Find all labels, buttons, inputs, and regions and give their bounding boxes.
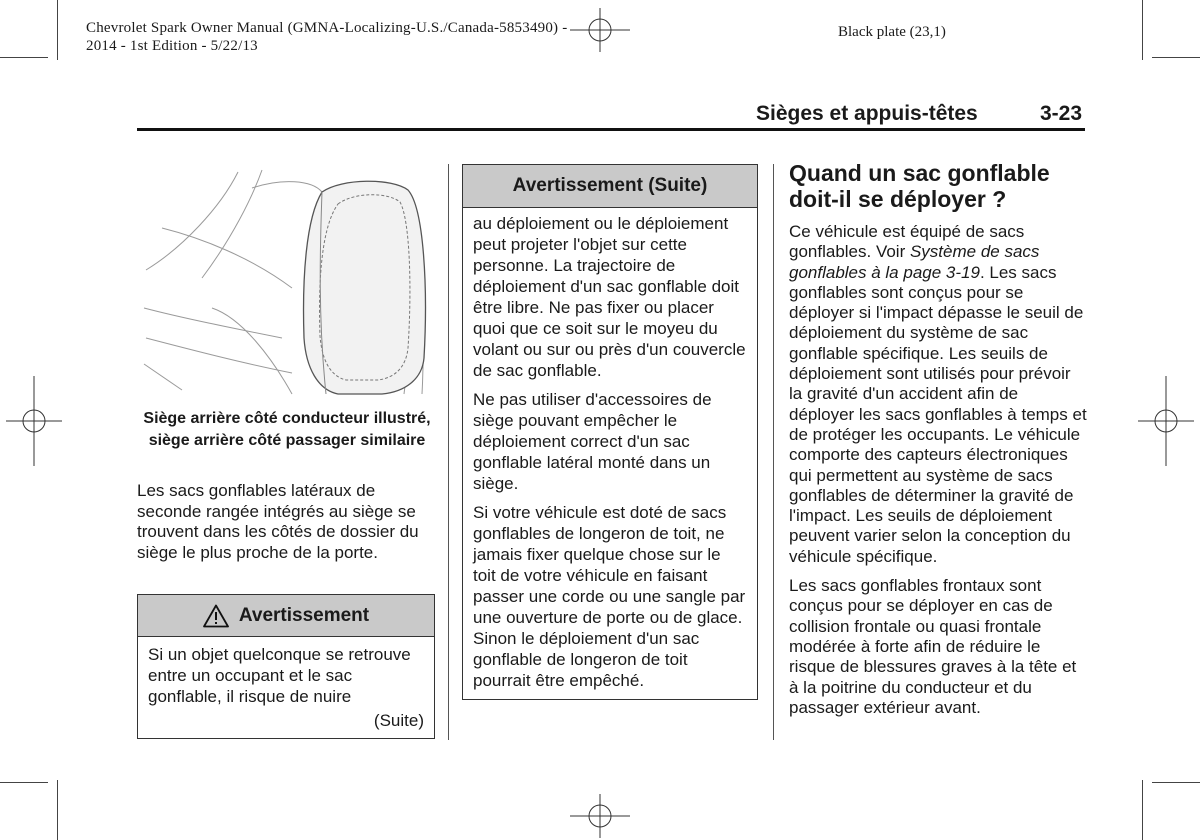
column-divider-2 bbox=[773, 164, 774, 740]
figure-caption: Siège arrière côté conducteur illustré, siège arrière côté passager similaire bbox=[143, 410, 431, 449]
warning-continued-box bbox=[462, 164, 758, 700]
registration-mark-right-icon bbox=[1138, 376, 1194, 466]
registration-mark-left-icon bbox=[6, 376, 62, 466]
warning-paragraph-1: au déploiement ou le déploiement peut projeter l'objet sur cette personne. La trajectoire de déploiement d'un sac gonflable doit être libre. Ne pas fixer ou placer quoi que ce soit sur le moyeu du volant ou sur ou près d'un couvercle de sac gonflable. bbox=[473, 214, 746, 380]
warning-continued-header: Avertissement (Suite) bbox=[463, 165, 757, 208]
warning-continued-body bbox=[463, 208, 757, 691]
section-title: Quand un sac gonflable doit-il se déployer ? bbox=[789, 160, 1050, 212]
registration-mark-bottom-icon bbox=[570, 794, 630, 838]
deployment-paragraph-1 bbox=[789, 222, 1087, 567]
print-header-line1: Chevrolet Spark Owner Manual (GMNA-Localizing-U.S./Canada-5853490) - bbox=[86, 20, 568, 36]
warning-header bbox=[138, 595, 434, 637]
side-airbag-paragraph: Les sacs gonflables latéraux de seconde rangée intégrés au siège se trouvent dans les côtés de dossier du siège le plus proche de la porte. bbox=[137, 481, 419, 562]
header-rule bbox=[137, 128, 1085, 131]
registration-mark-top-icon bbox=[570, 8, 630, 52]
print-plate: Black plate (23,1) bbox=[838, 24, 946, 40]
warning-body bbox=[138, 637, 434, 731]
print-header-line2: 2014 - 1st Edition - 5/22/13 bbox=[86, 38, 258, 54]
paragraph-text: . Les sacs gonflables sont conçus pour se déployer si l'impact dépasse le seuil de déploiement du système de sac gonflable spécifique. Les seuils de déploiement sont utilisés pour prévoir la gravité d'un accident afin de déployer les sacs gonflables à temps et de protéger les occupants. Le véhicule comporte des capteurs électroniques qui permettent au système de sacs gonflables de déterminer la gravité de l'impact. Les seuils de déploiement peuvent varier selon la conception du véhicule spécifique. bbox=[789, 262, 1087, 566]
warning-triangle-icon bbox=[203, 604, 229, 628]
warning-title: Avertissement bbox=[238, 604, 370, 626]
column-divider-1 bbox=[448, 164, 449, 740]
warning-text: Si un objet quelconque se retrouve entre un occupant et le sac gonflable, il risque de nuire bbox=[148, 645, 411, 706]
running-header-title: Sièges et appuis-têtes bbox=[756, 102, 978, 125]
section-body bbox=[789, 222, 1087, 727]
seat-airbag-illustration bbox=[142, 168, 430, 396]
cross-reference-link[interactable]: Système de sacs gonflables à la page 3-19 bbox=[789, 242, 1040, 282]
page-number: 3-23 bbox=[1040, 102, 1083, 125]
continued-label: (Suite) bbox=[373, 711, 424, 730]
warning-box bbox=[137, 594, 435, 739]
warning-paragraph-2: Ne pas utiliser d'accessoires de siège pouvant empêcher le déploiement correct d'un sac gonflable latéral monté dans un siège. bbox=[473, 390, 712, 493]
paragraph-text: Ce véhicule est équipé de sacs gonflables. Voir bbox=[789, 222, 1025, 262]
warning-paragraph-3: Si votre véhicule est doté de sacs gonflables de longeron de toit, ne jamais fixer quelque chose sur le toit de votre véhicule en faisant passer une corde ou une sangle par une ouverture de porte ou de glace. Sinon le déploiement d'un sac gonflable de longeron de toit pourrait être empêché. bbox=[473, 503, 746, 690]
deployment-paragraph-2: Les sacs gonflables frontaux sont conçus pour se déployer en cas de collision frontale ou quasi frontale modérée à forte afin de réduire le risque de blessures graves à la tête et à la poitrine du conducteur et du passager extérieur avant. bbox=[789, 576, 1077, 717]
